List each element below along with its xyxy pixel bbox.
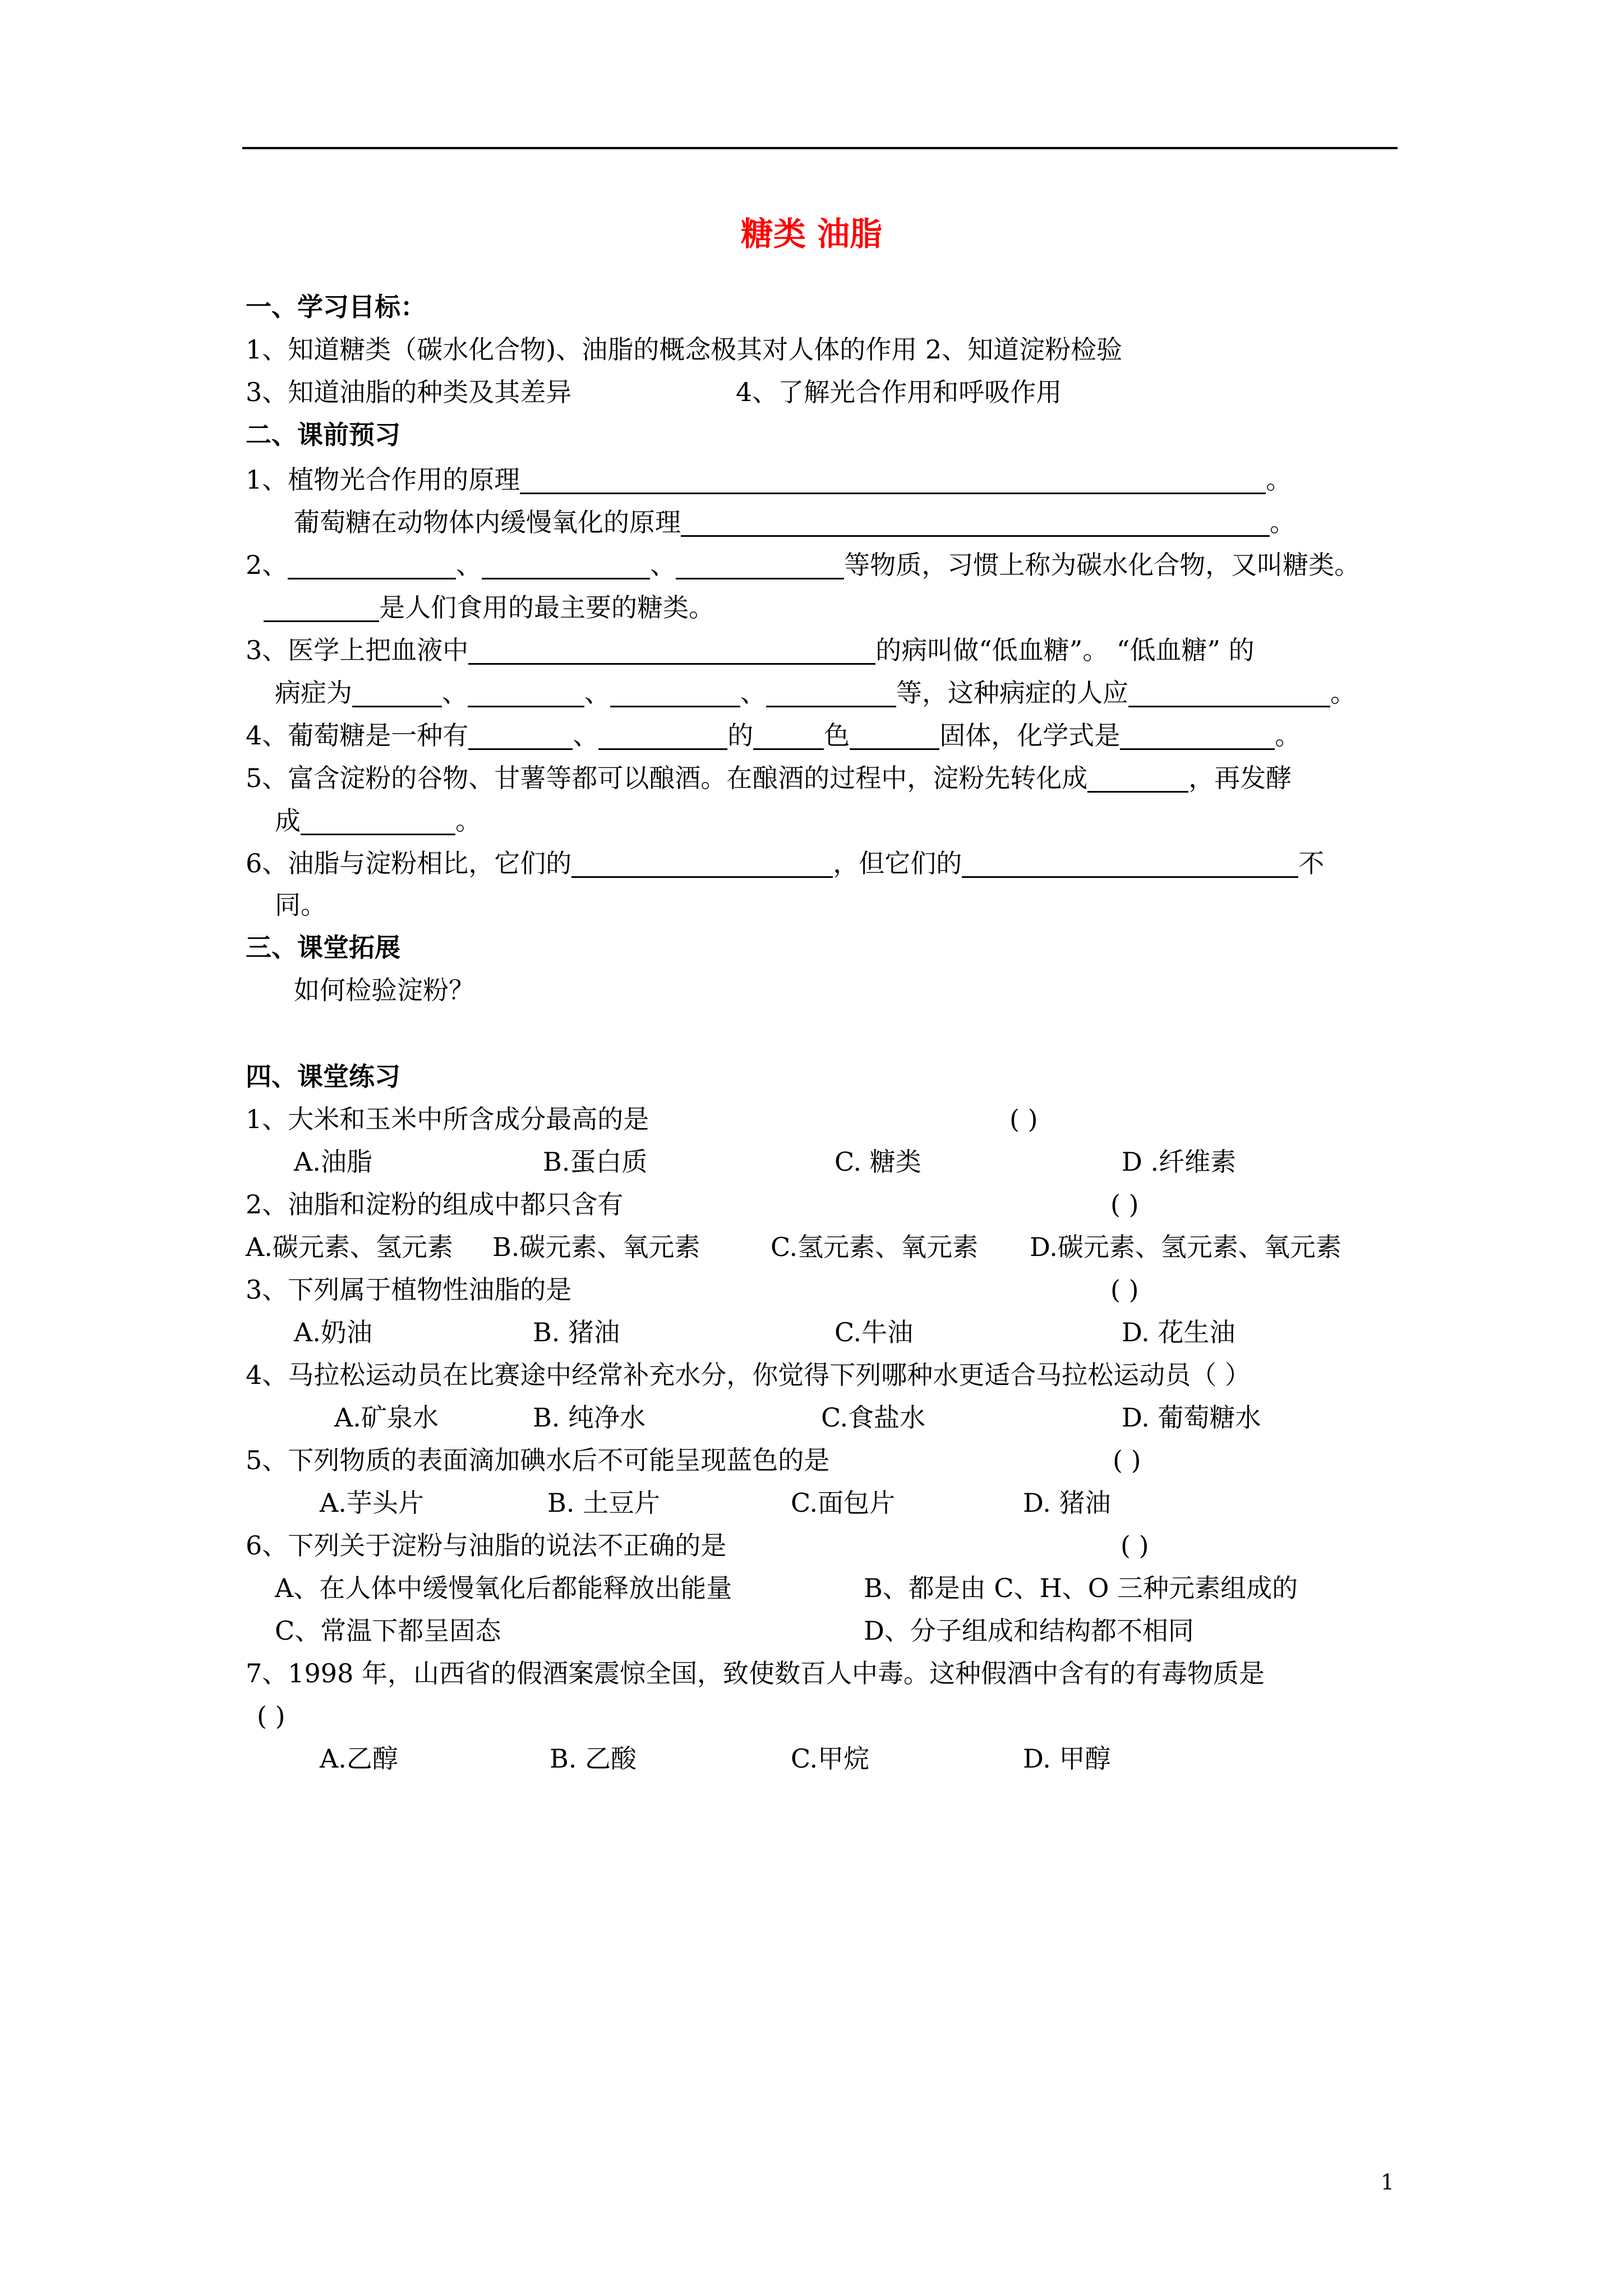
sep: 、 [584, 678, 610, 708]
blank[interactable] [482, 551, 650, 579]
sep: 、 [740, 678, 766, 708]
answer-paren[interactable]: ( ) [257, 1701, 285, 1731]
q4-se: 色 [824, 720, 850, 751]
exercise-q5: 5、下列物质的表面滴加碘水后不可能呈现蓝色的是 [246, 1445, 830, 1475]
option[interactable]: B、都是由 C、H、O 三种元素组成的 [864, 1573, 1298, 1603]
preview-q1-line2 [294, 508, 1295, 537]
q6a-text: 6、油脂与淀粉相比，它们的 [246, 848, 572, 878]
blank[interactable] [1128, 679, 1330, 707]
blank[interactable] [468, 636, 875, 665]
q2b-text: 是人们食用的最主要的糖类。 [379, 592, 714, 623]
option[interactable]: B.碳元素、氧元素 [492, 1232, 700, 1262]
option[interactable]: D. 葡萄糖水 [1122, 1402, 1261, 1433]
exercise-q7: 7、1998 年，山西省的假酒案震惊全国，致使数百人中毒。这种假酒中含有的有毒物质是 [246, 1658, 1265, 1688]
option[interactable]: A.碳元素、氢元素 [246, 1232, 453, 1262]
exercise-q4: 4、马拉松运动员在比赛途中经常补充水分，你觉得下列哪种水更适合马拉松运动员（ ） [246, 1360, 1251, 1390]
option[interactable]: C.面包片 [791, 1488, 896, 1518]
option[interactable]: D.碳元素、氢元素、氧元素 [1030, 1232, 1341, 1262]
preview-q5-line2 [275, 807, 481, 835]
q4-de: 的 [727, 720, 754, 751]
option[interactable]: A.矿泉水 [334, 1402, 439, 1433]
q5b-end: 。 [455, 806, 481, 836]
page-number: 1 [1380, 2170, 1394, 2194]
blank[interactable] [753, 721, 824, 750]
blank[interactable] [301, 807, 455, 835]
option[interactable]: A.乙醇 [320, 1743, 398, 1774]
q3a-text: 3、医学上把血液中 [246, 635, 469, 665]
option[interactable]: D. 猪油 [1023, 1488, 1111, 1518]
goal-line-2b: 4、了解光合作用和呼吸作用 [736, 377, 1062, 407]
option[interactable]: B. 猪油 [533, 1317, 620, 1347]
preview-q4 [246, 721, 1301, 750]
option[interactable]: B.蛋白质 [543, 1147, 648, 1177]
q1b-text: 葡萄糖在动物体内缓慢氧化的原理 [294, 507, 681, 537]
option[interactable]: B. 土豆片 [547, 1488, 661, 1518]
option[interactable]: D. 花生油 [1122, 1317, 1235, 1347]
blank[interactable] [352, 679, 442, 707]
blank[interactable] [766, 679, 896, 707]
blank[interactable] [962, 849, 1298, 878]
q6a-end: 不 [1298, 848, 1325, 878]
blank[interactable] [681, 508, 1270, 537]
q5a-end: ，再发酵 [1188, 763, 1292, 793]
blank[interactable] [1087, 764, 1188, 793]
preview-q5-line1 [246, 764, 1292, 793]
option[interactable]: C.甲烷 [791, 1743, 870, 1774]
q5b-text: 成 [275, 806, 301, 836]
option[interactable]: C.食盐水 [821, 1402, 926, 1433]
answer-paren[interactable]: ( ) [1121, 1530, 1149, 1561]
option[interactable]: A、在人体中缓慢氧化后都能释放出能量 [275, 1573, 732, 1603]
sep: 、 [442, 678, 468, 708]
page-title: 糖类 油脂 [740, 215, 883, 253]
option[interactable]: D .纤维素 [1122, 1147, 1237, 1177]
sep: 、 [573, 720, 599, 751]
option[interactable]: D. 甲醇 [1023, 1743, 1111, 1774]
option[interactable]: C.氢元素、氧元素 [771, 1232, 979, 1262]
q3b-text: 病症为 [275, 678, 352, 708]
blank[interactable] [288, 551, 456, 579]
blank[interactable] [264, 593, 379, 622]
blank[interactable] [468, 679, 584, 707]
option[interactable]: A.芋头片 [320, 1488, 424, 1518]
sep: 、 [650, 550, 676, 580]
option[interactable]: A.油脂 [294, 1147, 372, 1177]
answer-paren[interactable]: ( ) [1110, 1189, 1139, 1220]
preview-q6-line1 [246, 849, 1324, 878]
option[interactable]: C、常温下都呈固态 [275, 1616, 501, 1646]
preview-q6-line2: 同。 [275, 890, 326, 920]
section-1-heading: 一、学习目标： [246, 292, 426, 322]
exercise-q3: 3、下列属于植物性油脂的是 [246, 1274, 572, 1305]
answer-paren[interactable]: ( ) [1009, 1104, 1038, 1134]
q3a-end: 的病叫做“低血糖”。 “低血糖” 的 [875, 635, 1255, 665]
exercise-q1: 1、大米和玉米中所含成分最高的是 [246, 1104, 649, 1134]
preview-q3-line2 [275, 679, 1356, 707]
option[interactable]: C.牛油 [834, 1317, 914, 1347]
q6a-mid: ，但它们的 [833, 848, 962, 878]
option[interactable]: C. 糖类 [834, 1147, 921, 1177]
option[interactable]: B. 乙酸 [550, 1743, 637, 1774]
q2a-text: 2、 [246, 550, 288, 580]
section-2-heading: 二、课前预习 [246, 420, 400, 450]
section-3-heading: 三、课堂拓展 [246, 932, 400, 963]
preview-q2-line2 [264, 593, 714, 622]
answer-paren[interactable]: ( ) [1110, 1274, 1139, 1305]
blank[interactable] [610, 679, 740, 707]
q1b-end: 。 [1270, 507, 1295, 537]
q2a-end: 等物质，习惯上称为碳水化合物，又叫糖类。 [844, 550, 1361, 580]
q4-end: 。 [1275, 720, 1301, 751]
q3b-end: 。 [1330, 678, 1356, 708]
preview-q3-line1 [246, 636, 1255, 665]
q1a-text: 1、植物光合作用的原理 [246, 464, 520, 495]
q3b-mid: 等，这种病症的人应 [896, 678, 1128, 708]
sep: 、 [456, 550, 482, 580]
option[interactable]: D、分子组成和结构都不相同 [864, 1616, 1194, 1646]
blank[interactable] [468, 721, 573, 750]
q4-text: 4、葡萄糖是一种有 [246, 720, 469, 751]
blank[interactable] [598, 721, 727, 750]
preview-q2-line1 [246, 551, 1360, 579]
option[interactable]: B. 纯净水 [533, 1402, 646, 1433]
extension-question: 如何检验淀粉？ [294, 975, 474, 1005]
exercise-q2: 2、油脂和淀粉的组成中都只含有 [246, 1189, 624, 1220]
section-4-heading: 四、课堂练习 [246, 1061, 400, 1092]
blank[interactable] [520, 466, 1266, 494]
blank[interactable] [850, 721, 939, 750]
answer-paren[interactable]: ( ) [1113, 1445, 1141, 1475]
q5a-text: 5、富含淀粉的谷物、甘薯等都可以酿酒。在酿酒的过程中，淀粉先转化成 [246, 763, 1088, 793]
goal-line-1: 1、知道糖类（碳水化合物)、油脂的概念极其对人体的作用 2、知道淀粉检验 [246, 334, 1123, 365]
option[interactable]: A.奶油 [294, 1317, 372, 1347]
preview-q1-line1 [246, 466, 1292, 494]
goal-line-2a: 3、知道油脂的种类及其差异 [246, 377, 572, 407]
q1a-end: 。 [1266, 464, 1292, 495]
q4-mid: 固体，化学式是 [939, 720, 1121, 751]
blank[interactable] [676, 551, 844, 579]
blank[interactable] [571, 849, 833, 878]
header-rule [242, 147, 1398, 149]
exercise-q6: 6、下列关于淀粉与油脂的说法不正确的是 [246, 1530, 727, 1561]
blank[interactable] [1120, 721, 1275, 750]
